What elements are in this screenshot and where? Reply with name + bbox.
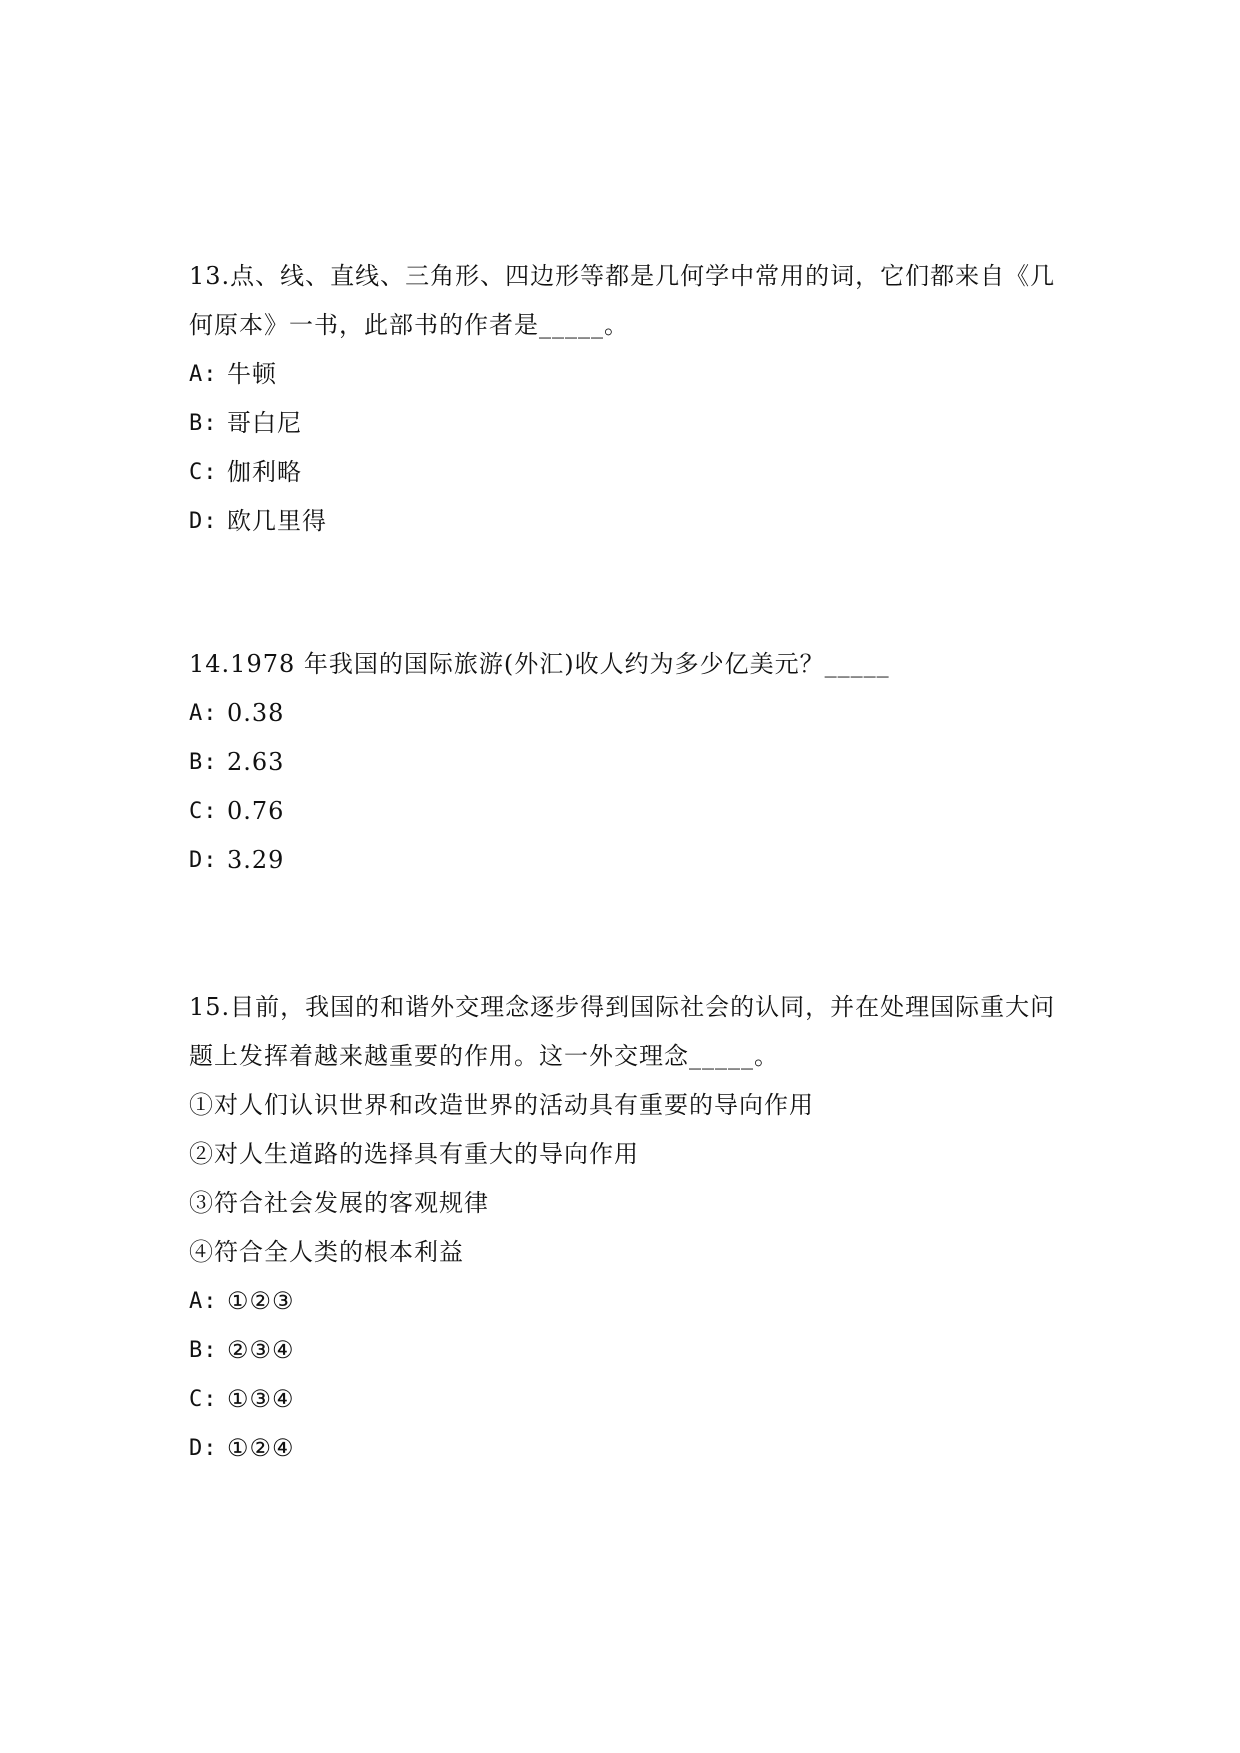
statement-2: ②对人生道路的选择具有重大的导向作用 xyxy=(189,1140,639,1168)
option-text: 3.29 xyxy=(227,846,285,874)
option-letter: B: xyxy=(189,1338,218,1363)
statement-4: ④符合全人类的根本利益 xyxy=(189,1238,464,1266)
option-letter: C: xyxy=(189,799,218,824)
option-b[interactable] xyxy=(189,738,1059,787)
option-letter: B: xyxy=(189,411,218,436)
option-text: 欧几里得 xyxy=(227,507,327,535)
option-d[interactable] xyxy=(189,1424,1059,1473)
option-a[interactable] xyxy=(189,689,1059,738)
question-stem: 15.目前，我国的和谐外交理念逐步得到国际社会的认同，并在处理国际重大问题上发挥着越来越重要的作用。这一外交理念_____。 xyxy=(189,993,1056,1070)
option-text: 牛顿 xyxy=(227,360,277,388)
option-d[interactable] xyxy=(189,836,1059,885)
option-c[interactable] xyxy=(189,448,1059,497)
option-b[interactable] xyxy=(189,399,1059,448)
option-c[interactable] xyxy=(189,1375,1059,1424)
option-letter: D: xyxy=(189,848,218,873)
option-text: 伽利略 xyxy=(227,458,302,486)
option-letter: D: xyxy=(189,1436,218,1461)
option-letter: C: xyxy=(189,1387,218,1412)
option-text: 哥白尼 xyxy=(227,409,302,437)
option-letter: A: xyxy=(189,362,218,387)
question-13 xyxy=(189,252,1059,546)
option-letter: C: xyxy=(189,460,218,485)
option-text: ①②④ xyxy=(227,1434,295,1462)
option-a[interactable] xyxy=(189,350,1059,399)
question-stem: 13.点、线、直线、三角形、四边形等都是几何学中常用的词，它们都来自《几何原本》一书，此部书的作者是_____。 xyxy=(189,262,1056,339)
option-a[interactable] xyxy=(189,1277,1059,1326)
question-stem: 14.1978 年我国的国际旅游(外汇)收人约为多少亿美元？_____ xyxy=(189,650,890,678)
option-text: ①③④ xyxy=(227,1385,295,1413)
option-letter: D: xyxy=(189,509,218,534)
option-text: ①②③ xyxy=(227,1287,295,1315)
option-d[interactable] xyxy=(189,497,1059,546)
statement-1: ①对人们认识世界和改造世界的活动具有重要的导向作用 xyxy=(189,1091,814,1119)
option-c[interactable] xyxy=(189,787,1059,836)
question-15 xyxy=(189,983,1059,1473)
option-text: ②③④ xyxy=(227,1336,295,1364)
question-14 xyxy=(189,640,1059,885)
option-b[interactable] xyxy=(189,1326,1059,1375)
option-text: 0.76 xyxy=(227,797,285,825)
option-text: 0.38 xyxy=(227,699,285,727)
option-letter: B: xyxy=(189,750,218,775)
option-text: 2.63 xyxy=(227,748,285,776)
statement-3: ③符合社会发展的客观规律 xyxy=(189,1189,489,1217)
option-letter: A: xyxy=(189,1289,218,1314)
option-letter: A: xyxy=(189,701,218,726)
